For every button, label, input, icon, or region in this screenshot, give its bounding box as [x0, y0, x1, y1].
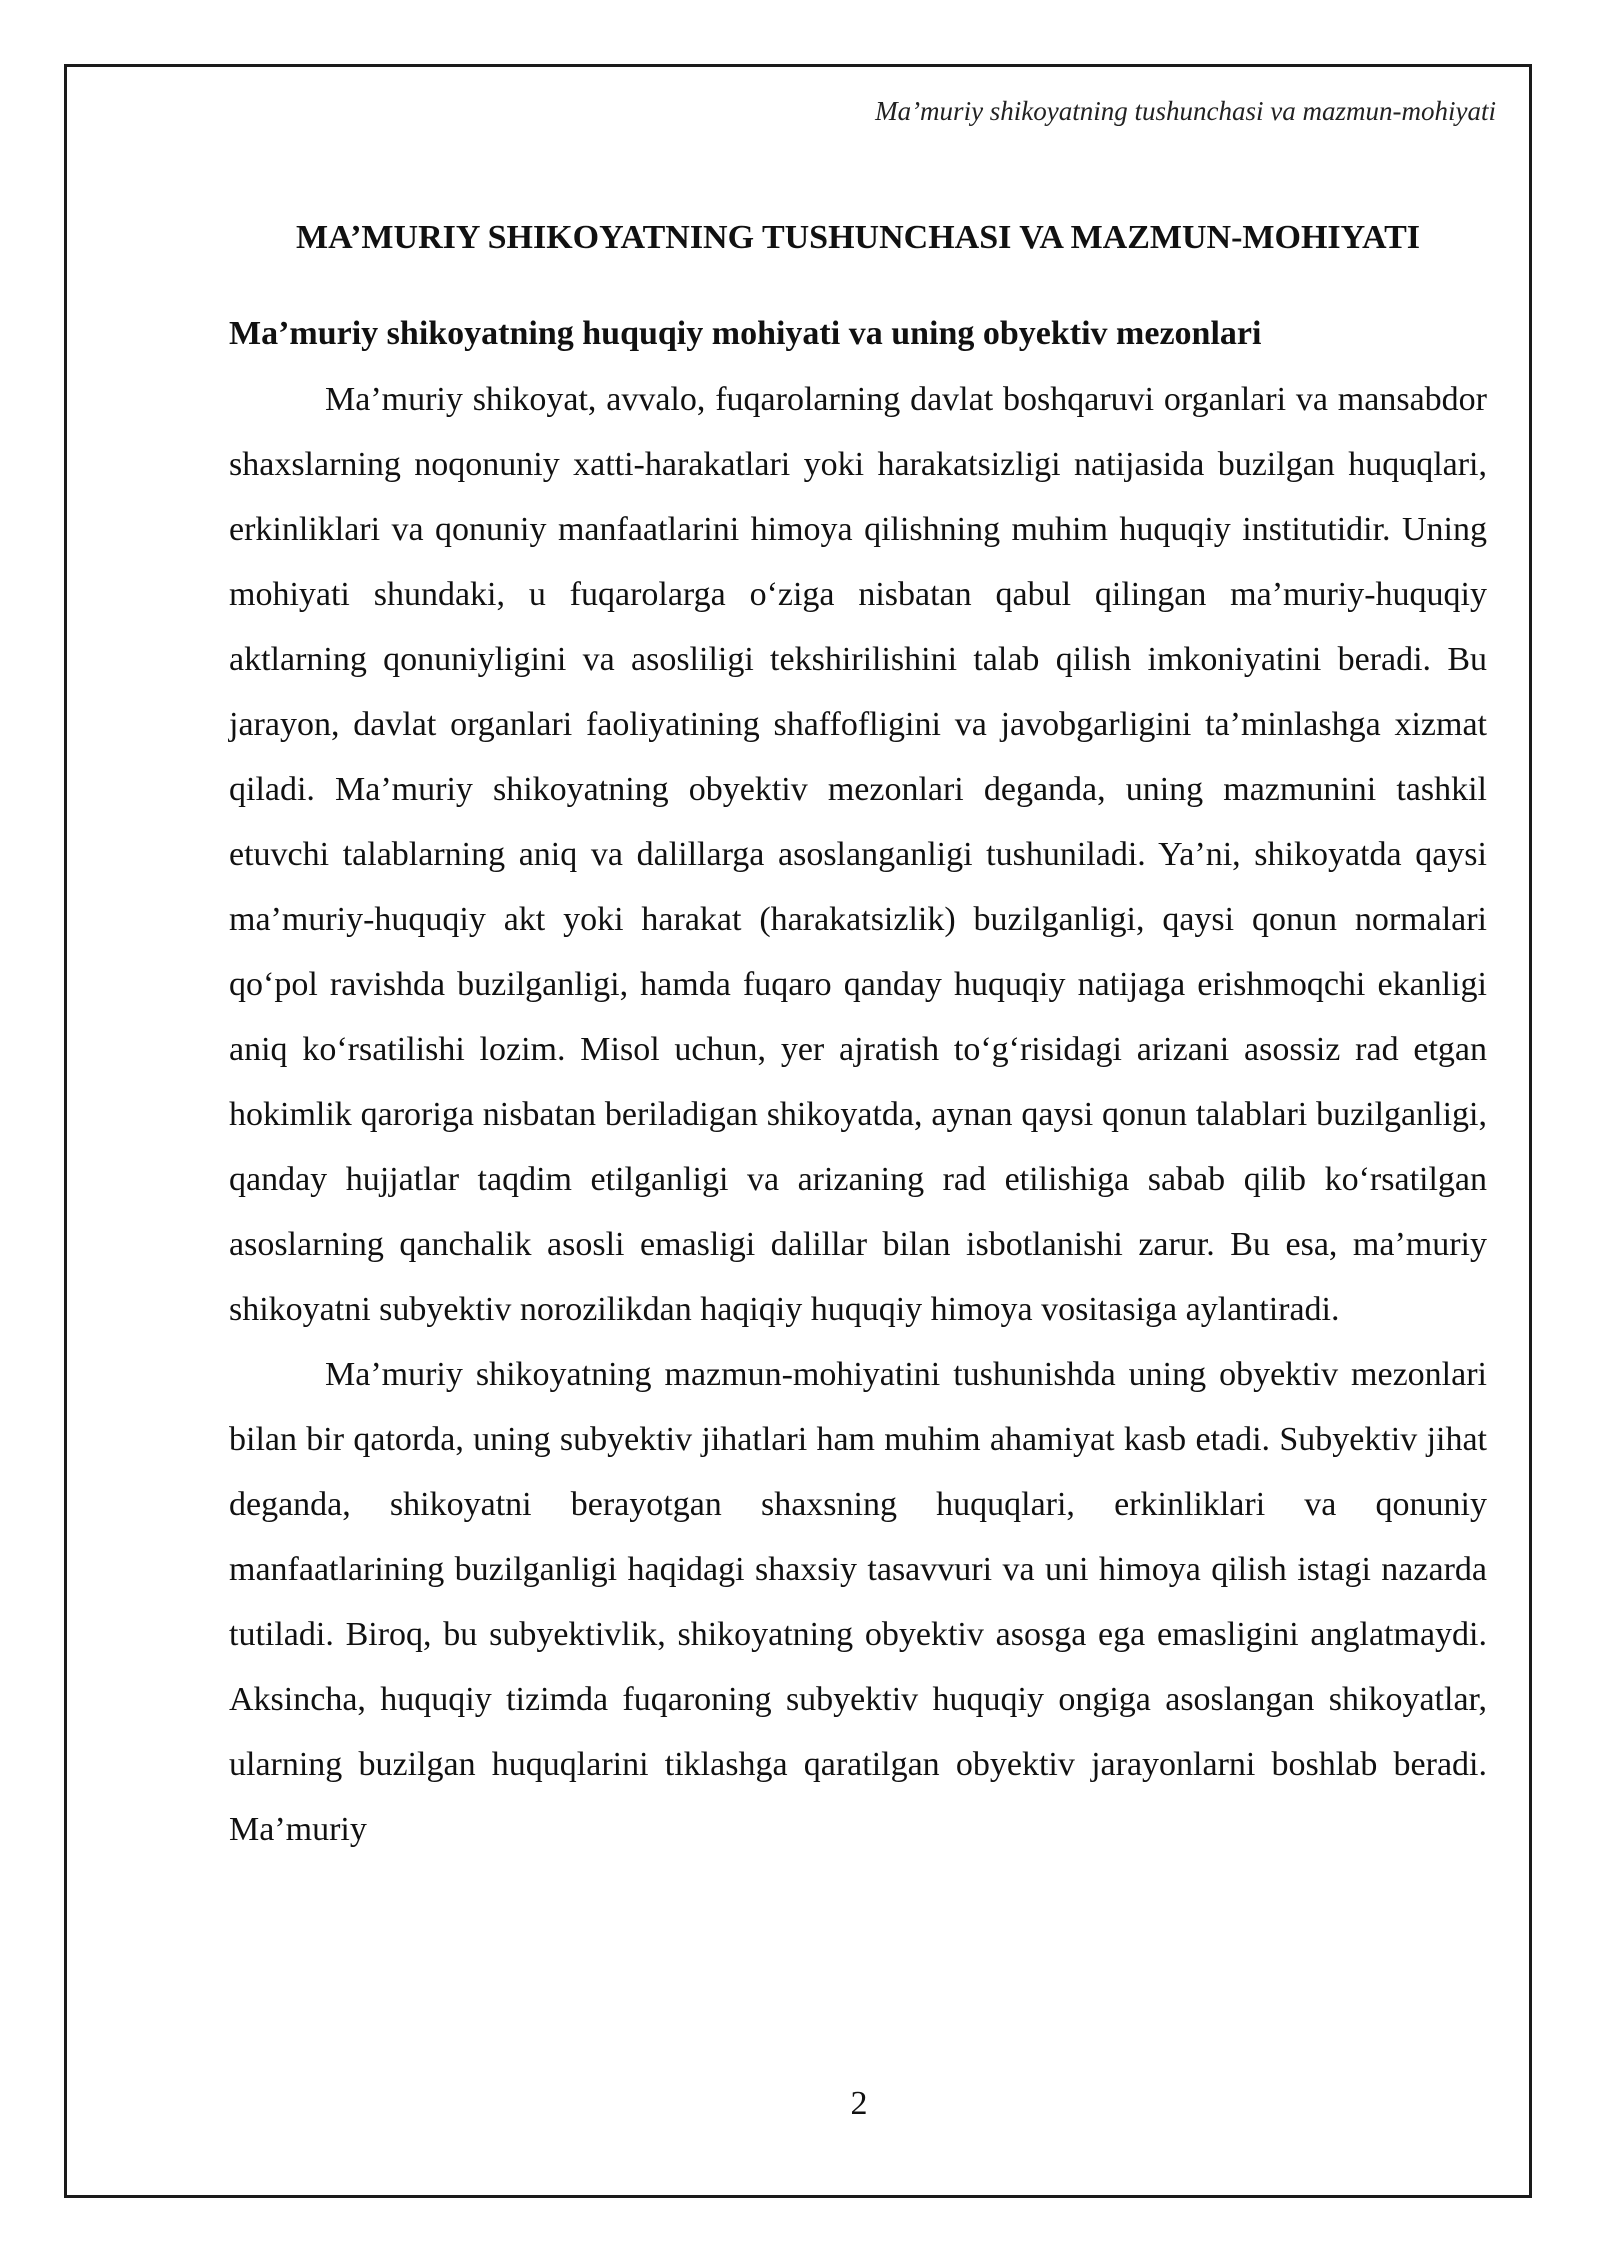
body-paragraph: Ma’muriy shikoyat, avvalo, fuqarolarning davlat boshqaruvi organlari va mansabdor shaxslarning noqonuniy xatti-harakatlari yoki harakatsizligi natijasida buzilgan huquqlari, erkinliklari va qonuniy manfaatlarini himoya qilishning muhim huquqiy institutidir. Uning mohiyati shundaki, u fuqarolarga o‘ziga nisbatan qabul qilingan ma’muriy-huquqiy aktlarning qonuniyligini va asosliligi tekshirilishini talab qilish imkoniyatini beradi. Bu jarayon, davlat organlari faoliyatining shaffofligini va javobgarligini ta’minlashga xizmat qiladi. Ma’muriy shikoyatning obyektiv mezonlari deganda, uning mazmunini tashkil etuvchi talablarning aniq va dalillarga asoslanganligi tushuniladi. Ya’ni, shikoyatda qaysi ma’muriy-huquqiy akt yoki harakat (harakatsizlik) buzilganligi, qaysi qonun normalari qo‘pol ravishda buzilganligi, hamda fuqaro qanday huquqiy natijaga erishmoqchi ekanligi aniq ko‘rsatilishi lozim. Misol uchun, yer ajratish to‘g‘risidagi arizani asossiz rad etgan hokimlik qaroriga nisbatan beriladigan shikoyatda, aynan qaysi qonun talablari buzilganligi, qanday hujjatlar taqdim etilganligi va arizaning rad etilishiga sabab qilib ko‘rsatilgan asoslarning qanchalik asosli emasligi dalillar bilan isbotlanishi zarur. Bu esa, ma’muriy shikoyatni subyektiv norozilikdan haqiqiy huquqiy himoya vositasiga aylantiradi. — [229, 381, 1487, 1328]
section-heading: Ma’muriy shikoyatning huquqiy mohiyati va uning obyektiv mezonlari — [229, 315, 1262, 352]
document-title: MA’MURIY SHIKOYATNING TUSHUNCHASI VA MAZMUN-MOHIYATI — [295, 219, 1420, 256]
page-number: 2 — [850, 2085, 868, 2122]
page-content — [229, 205, 1487, 1862]
body-paragraph: Ma’muriy shikoyatning mazmun-mohiyatini tushunishda uning obyektiv mezonlari bilan bir qatorda, uning subyektiv jihatlari ham muhim ahamiyat kasb etadi. Subyektiv jihat deganda, shikoyatni berayotgan shaxsning huquqlari, erkinliklari va qonuniy manfaatlarining buzilganligi haqidagi shaxsiy tasavvuri va uni himoya qilish istagi nazarda tutiladi. Biroq, bu subyektivlik, shikoyatning obyektiv asosga ega emasligini anglatmaydi. Aksincha, huquqiy tizimda fuqaroning subyektiv huquqiy ongiga asoslangan shikoyatlar, ularning buzilgan huquqlarini tiklashga qaratilgan obyektiv jarayonlarni boshlab beradi. Ma’muriy — [229, 1356, 1487, 1848]
running-header: Ma’muriy shikoyatning tushunchasi va mazmun-mohiyati — [875, 96, 1496, 126]
